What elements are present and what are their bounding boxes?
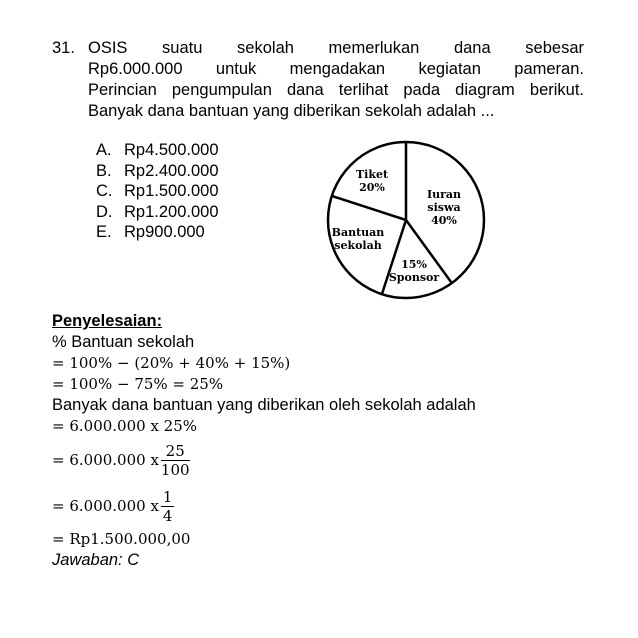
- pie-chart: [322, 140, 492, 302]
- slice-label-bantuan-sekolah: Bantuan sekolah: [331, 226, 385, 252]
- option-b[interactable]: [96, 161, 219, 182]
- solution-step: [52, 437, 476, 483]
- solution-step: = Rp1.500.000,00: [52, 530, 191, 548]
- option-text: Rp4.500.000: [124, 141, 219, 159]
- option-text: Rp1.500.000: [124, 182, 219, 200]
- fraction: [161, 442, 190, 479]
- option-a[interactable]: [96, 140, 219, 161]
- question-line: Perincian pengumpulan dana terlihat pada diagram berikut.: [88, 81, 584, 99]
- option-text: Rp900.000: [124, 223, 205, 241]
- solution-step: = 100% − (20% + 40% + 15%): [52, 354, 291, 372]
- solution-text: Banyak dana bantuan yang diberikan oleh sekolah adalah: [52, 396, 476, 414]
- option-letter: E.: [96, 223, 112, 241]
- solution-heading: Penyelesaian:: [52, 312, 163, 330]
- solution-step: = 6.000.000 x 25%: [52, 417, 198, 435]
- fraction-denominator: 100: [160, 460, 190, 479]
- answer-line: Jawaban: C: [52, 551, 140, 569]
- option-letter: B.: [96, 161, 112, 180]
- question-line: OSIS suatu sekolah memerlukan dana sebesar: [88, 39, 584, 57]
- solution-subheading: % Bantuan sekolah: [52, 333, 195, 351]
- question-line: Banyak dana bantuan yang diberikan sekolah adalah ...: [88, 102, 495, 120]
- solution-block: [52, 311, 476, 571]
- question-number: 31.: [52, 39, 75, 57]
- option-c[interactable]: [96, 181, 219, 202]
- option-e[interactable]: [96, 222, 219, 243]
- option-letter: A.: [96, 141, 112, 159]
- fraction-numerator: 1: [162, 487, 173, 506]
- solution-step: = 100% − 75% = 25%: [52, 375, 224, 393]
- fraction-denominator: 4: [162, 506, 173, 525]
- fraction-numerator: 25: [161, 442, 190, 461]
- fraction: [161, 488, 175, 525]
- question-line: Rp6.000.000 untuk mengadakan kegiatan pameran.: [88, 60, 584, 78]
- question-text: [88, 38, 584, 122]
- slice-label-tiket: Tiket 20%: [355, 168, 389, 194]
- step-prefix: = 6.000.000 x: [52, 496, 159, 515]
- option-letter: D.: [96, 202, 113, 221]
- question-block: [52, 38, 584, 122]
- solution-step: [52, 483, 476, 529]
- option-text: Rp1.200.000: [124, 202, 219, 221]
- option-text: Rp2.400.000: [124, 161, 219, 180]
- answer-options: [96, 140, 219, 243]
- step-prefix: = 6.000.000 x: [52, 450, 159, 469]
- slice-label-sponsor: 15% Sponsor: [388, 258, 440, 284]
- option-letter: C.: [96, 182, 113, 200]
- slice-label-iuran-siswa: Iuran siswa 40%: [426, 188, 462, 227]
- option-d[interactable]: [96, 202, 219, 223]
